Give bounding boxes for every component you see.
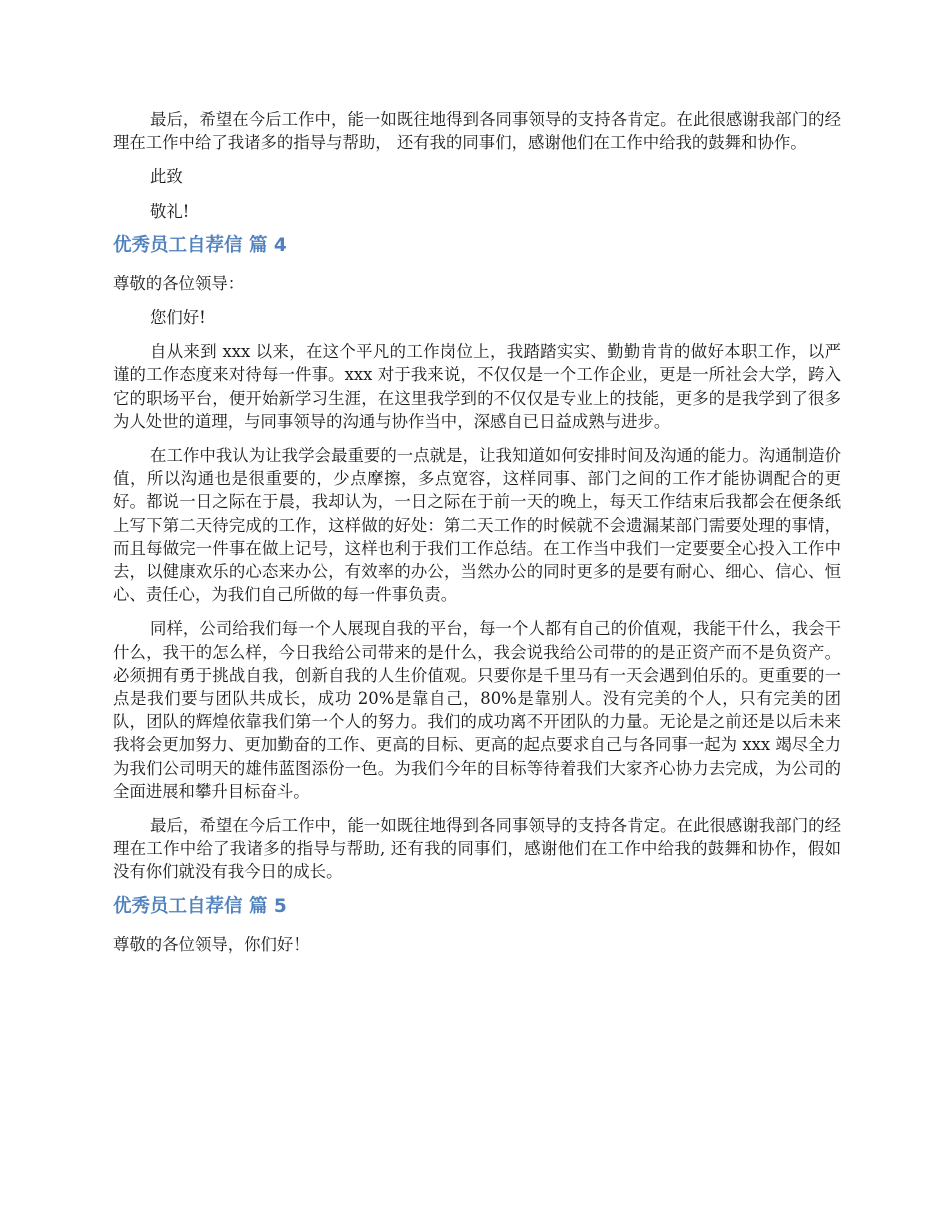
section-heading-5: 优秀员工自荐信 篇 5 [113,895,287,917]
closing-line-2: 敬礼! [150,201,190,221]
closing-line-1: 此致 [150,167,183,187]
body-paragraph: 同样，公司给我们每一个人展现自我的平台，每一个人都有自己的价值观，我能干什么，我会干什么，我干的怎么样，今日我给公司带来的是什么，我会说我给公司带的的是正资产而不是负资产。必须拥有勇于挑战自我，创新自我的人生价值观。只要你是千里马有一天会遇到伯乐的。更重要的一点是我们要与团队共成长，成功 20%是靠自己，80%是靠别人。没有完美的个人，只有完美的团队，团队的辉煌依靠我们第一个人的努力。我们的成功离不开团队的力量。无论是之前还是以后未来我将会更加努力、更加勤奋的工作、更高的目标、更高的起点要求自己与各同事一起为 xxx 竭尽全力为我们公司明天的雄伟蓝图添份一色。为我们今年的目标等待着我们大家齐心协力去完成，为公司的全面进展和攀升目标奋斗。 [113,619,841,801]
document-page [113,108,841,967]
body-paragraph: 最后，希望在今后工作中，能一如既往地得到各同事领导的支持各肯定。在此很感谢我部门的经理在工作中给了我诸多的指导与帮助, 还有我的同事们，感谢他们在工作中给我的鼓舞和协作，假如没有你们就没有我今日的成长。 [113,816,841,882]
body-paragraph: 自从来到 xxx 以来，在这个平凡的工作岗位上，我踏踏实实、勤勤肯肯的做好本职工作，以严谨的工作态度来对待每一件事。xxx 对于我来说，不仅仅是一个工作企业，更是一所社会大学，跨入它的职场平台，便开始新学习生涯，在这里我学到的不仅仅是专业上的技能，更多的是我学到了很多为人处世的道理，与同事领导的沟通与协作当中，深感自已日益成熟与进步。 [113,342,841,431]
section-heading-4: 优秀员工自荐信 篇 4 [113,234,287,256]
greeting: 您们好! [150,308,206,328]
salutation: 尊敬的各位领导，你们好！ [113,934,310,954]
salutation: 尊敬的各位领导： [113,273,245,293]
body-paragraph: 在工作中我认为让我学会最重要的一点就是，让我知道如何安排时间及沟通的能力。沟通制造价值，所以沟通也是很重要的，少点摩擦，多点宽容，这样同事、部门之间的工作才能协调配合的更好。都说一日之际在于晨，我却认为，一日之际在于前一天的晚上，每天工作结束后我都会在便条纸上写下第二天待完成的工作，这样做的好处：第二天工作的时候就不会遗漏某部门需要处理的事情，而且每做完一件事在做上记号，这样也利于我们工作总结。在工作当中我们一定要要全心投入工作中去，以健康欢乐的心态来办公，有效率的办公，当然办公的同时更多的是要有耐心、细心、信心、恒心、责任心，为我们自己所做的每一件事负责。 [113,446,841,605]
closing-paragraph: 最后，希望在今后工作中，能一如既往地得到各同事领导的支持各肯定。在此很感谢我部门的经理在工作中给了我诸多的指导与帮助， 还有我的同事们，感谢他们在工作中给我的鼓舞和协作。 [113,110,841,153]
